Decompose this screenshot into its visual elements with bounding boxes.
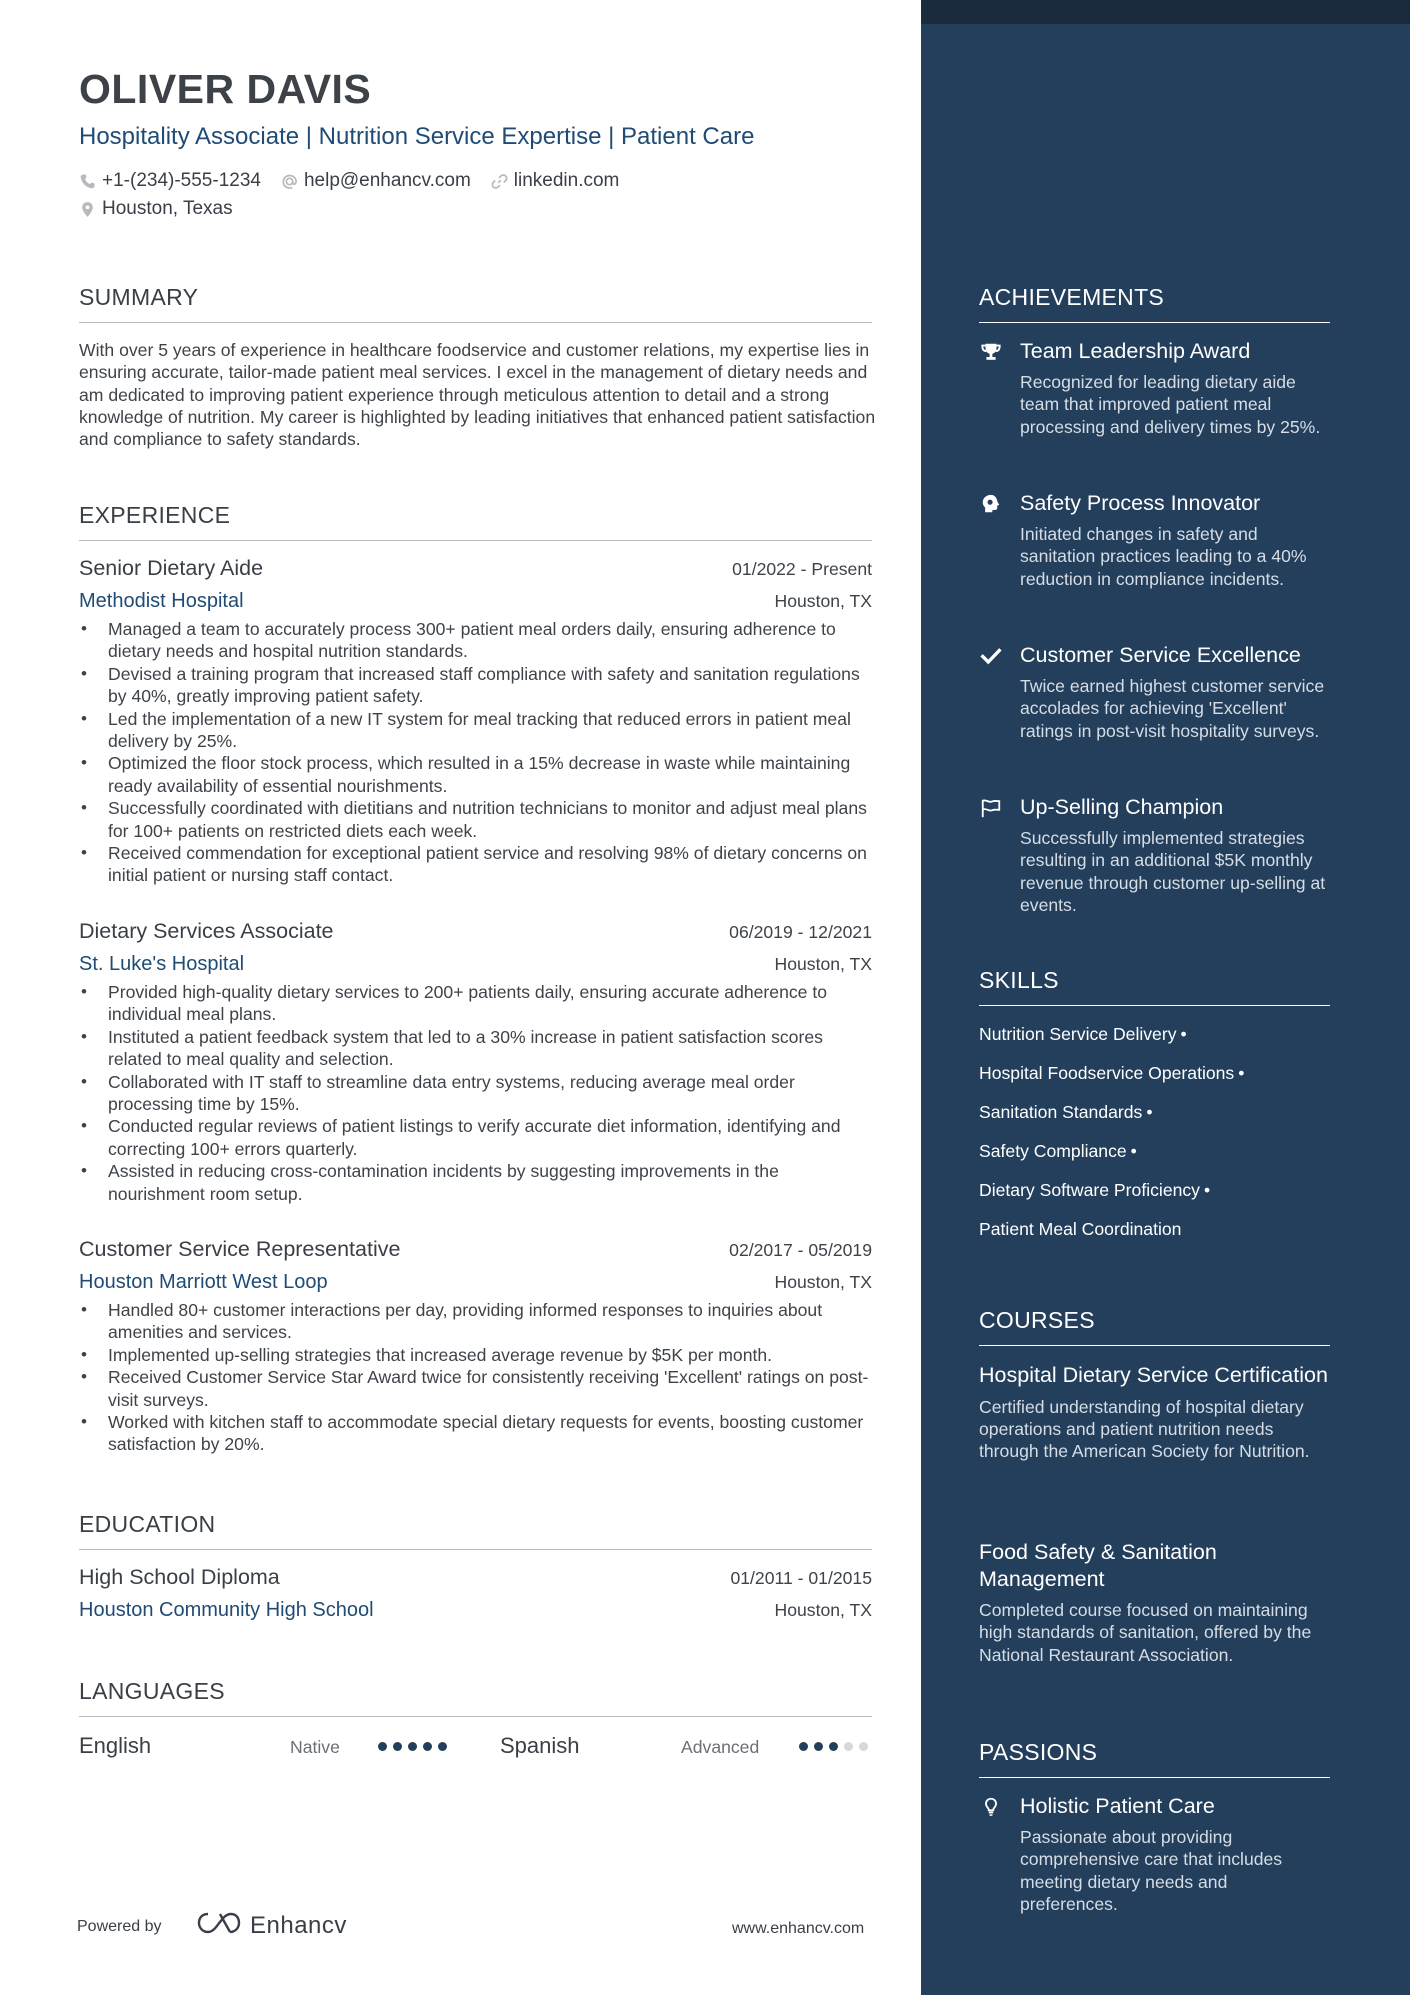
- skill-label: Sanitation Standards: [979, 1102, 1143, 1122]
- headline: Hospitality Associate | Nutrition Service Expertise | Patient Care: [79, 123, 755, 150]
- languages-list: [79, 1733, 872, 1763]
- passions-heading: PASSIONS: [979, 1739, 1330, 1778]
- contact-row: [79, 170, 619, 192]
- summary-text: With over 5 years of experience in healthcare foodservice and customer relations, my expertise lies in ensuring accurate, tailor-made patient meal services. I excel in the management of dietary needs and am dedicated to improving patient experience through meticulous attention to detail and a strong knowledge of nutrition. My career is highlighted by leading initiatives that enhanced patient satisfaction and compliance to safety standards.: [79, 340, 876, 450]
- phone-icon: [79, 173, 96, 190]
- job-bullets: [79, 981, 872, 1205]
- job-bullet: • Devised a training program that increased staff compliance with safety and sanitation regulations by 40%, greatly improving patient safety.: [79, 663, 872, 708]
- passion-title: Holistic Patient Care: [1020, 1794, 1215, 1818]
- skill-item: [979, 1100, 1330, 1139]
- job-bullets: [79, 1299, 872, 1456]
- skills-heading: SKILLS: [979, 967, 1330, 1006]
- job-entry: [79, 1237, 872, 1456]
- skills-list: [979, 1022, 1330, 1256]
- education-date: 01/2011 - 01/2015: [730, 1568, 872, 1588]
- skill-label: Dietary Software Proficiency: [979, 1180, 1200, 1200]
- job-bullet: • Provided high-quality dietary services to 200+ patients daily, ensuring accurate adherence to individual meal plans.: [79, 981, 872, 1026]
- course-desc: Certified understanding of hospital dietary operations and patient nutrition needs through the American Society for Nutrition.: [979, 1396, 1310, 1462]
- education-school: Houston Community High School: [79, 1599, 374, 1621]
- rating-dot-filled: [378, 1742, 387, 1751]
- rating-dot-filled: [423, 1742, 432, 1751]
- skill-separator: •: [1180, 1024, 1187, 1044]
- job-bullet: • Instituted a patient feedback system that led to a 30% increase in patient satisfaction scores related to meal quality and selection.: [79, 1026, 872, 1071]
- brain-icon: [979, 492, 1003, 516]
- trophy-icon: [979, 340, 1003, 364]
- job-entry: [79, 556, 872, 887]
- skill-label: Safety Compliance: [979, 1141, 1127, 1161]
- summary-heading: SUMMARY: [79, 284, 872, 323]
- language-name: English: [79, 1733, 152, 1758]
- email-item: [281, 170, 471, 192]
- language-rating: [378, 1742, 447, 1751]
- achievement-title: Customer Service Excellence: [1020, 643, 1301, 667]
- achievement-title: Up-Selling Champion: [1020, 795, 1224, 819]
- skill-item: [979, 1061, 1330, 1100]
- rating-dot-filled: [829, 1742, 838, 1751]
- lightbulb-icon: [979, 1795, 1003, 1819]
- achievement-desc: Successfully implemented strategies resulting in an additional $5K monthly revenue through customer up-selling at events.: [1020, 828, 1326, 916]
- job-bullet: • Received commendation for exceptional patient service and resolving 98% of dietary concerns on initial patient or nursing staff contact.: [79, 842, 872, 887]
- job-company: Methodist Hospital: [79, 590, 244, 612]
- courses-heading: COURSES: [979, 1307, 1330, 1346]
- phone-text[interactable]: +1-(234)-555-1234: [102, 170, 261, 191]
- job-bullet: • Optimized the floor stock process, which resulted in a 15% decrease in waste while maintaining ready availability of essential nourishments.: [79, 752, 872, 797]
- rating-dot-filled: [393, 1742, 402, 1751]
- check-icon: [979, 644, 1003, 668]
- flag-icon: [979, 796, 1003, 820]
- powered-by-label: Powered by: [77, 1918, 162, 1935]
- job-bullet: • Led the implementation of a new IT system for meal tracking that reduced errors in patient meal delivery by 25%.: [79, 708, 872, 753]
- languages-heading: LANGUAGES: [79, 1678, 872, 1717]
- footer-url[interactable]: www.enhancv.com: [732, 1920, 865, 1937]
- skill-separator: •: [1238, 1063, 1245, 1083]
- language-level: Advanced: [681, 1737, 760, 1757]
- rating-dot-filled: [438, 1742, 447, 1751]
- location-row: [79, 198, 233, 220]
- job-location: Houston, TX: [774, 591, 872, 611]
- sidebar-top-bar: [921, 0, 1410, 24]
- rating-dot-filled: [408, 1742, 417, 1751]
- course-title: Food Safety & Sanitation Management: [979, 1540, 1217, 1591]
- job-bullet: • Managed a team to accurately process 300+ patient meal orders daily, ensuring adherence to dietary needs and hospital nutrition standards.: [79, 618, 872, 663]
- job-bullet: • Assisted in reducing cross-contamination incidents by suggesting improvements in the nourishment room setup.: [79, 1160, 872, 1205]
- location-text: Houston, Texas: [102, 198, 233, 219]
- course-title: Hospital Dietary Service Certification: [979, 1363, 1328, 1387]
- achievement-item: [979, 643, 1330, 742]
- job-company: Houston Marriott West Loop: [79, 1271, 328, 1293]
- experience-heading: EXPERIENCE: [79, 502, 872, 541]
- passion-desc: Passionate about providing comprehensive care that includes meeting dietary needs and preferences.: [1020, 1827, 1283, 1915]
- job-date: 01/2022 - Present: [732, 559, 872, 579]
- rating-dot-filled: [799, 1742, 808, 1751]
- skill-separator: •: [1130, 1141, 1137, 1161]
- achievements-heading: ACHIEVEMENTS: [979, 284, 1330, 323]
- job-date: 02/2017 - 05/2019: [729, 1240, 872, 1260]
- job-bullet: • Implemented up-selling strategies that increased average revenue by $5K per month.: [79, 1344, 872, 1366]
- phone-item: [79, 170, 261, 192]
- job-title: Senior Dietary Aide: [79, 556, 264, 580]
- skill-separator: •: [1203, 1180, 1211, 1200]
- achievement-item: [979, 339, 1330, 438]
- education-heading: EDUCATION: [79, 1511, 872, 1550]
- job-bullet: • Handled 80+ customer interactions per day, providing informed responses to inquiries about amenities and services.: [79, 1299, 872, 1344]
- job-title: Customer Service Representative: [79, 1237, 401, 1261]
- sidebar-column: [921, 0, 1410, 1995]
- language-name: Spanish: [500, 1733, 580, 1758]
- linkedin-text[interactable]: linkedin.com: [513, 170, 620, 191]
- achievement-desc: Twice earned highest customer service accolades for achieving 'Excellent' ratings in post-visit hospitality surveys.: [1020, 676, 1325, 741]
- skill-label: Patient Meal Coordination: [979, 1219, 1182, 1239]
- achievement-desc: Initiated changes in safety and sanitation practices leading to a 40% reduction in compliance incidents.: [1020, 524, 1307, 589]
- language-level: Native: [290, 1737, 340, 1757]
- job-bullet: • Worked with kitchen staff to accommodate special dietary requests for events, boosting customer satisfaction by 20%.: [79, 1411, 872, 1456]
- skill-separator: •: [1146, 1102, 1153, 1122]
- course-desc: Completed course focused on maintaining high standards of sanitation, offered by the National Restaurant Association.: [979, 1600, 1312, 1665]
- location-pin-icon: [79, 201, 96, 218]
- skill-label: Nutrition Service Delivery: [979, 1024, 1177, 1044]
- job-title: Dietary Services Associate: [79, 919, 334, 943]
- achievement-title: Team Leadership Award: [1020, 339, 1251, 363]
- achievement-desc: Recognized for leading dietary aide team that improved patient meal processing and delivery times by 25%.: [1020, 372, 1321, 437]
- rating-dot-empty: [859, 1742, 868, 1751]
- skill-item: [979, 1178, 1330, 1217]
- job-bullet: • Successfully coordinated with dietitians and nutrition technicians to monitor and adjust meal plans for 100+ patients on restricted diets each week.: [79, 797, 872, 842]
- rating-dot-empty: [844, 1742, 853, 1751]
- job-location: Houston, TX: [774, 954, 872, 974]
- achievement-item: [979, 795, 1330, 917]
- course-item: [979, 1539, 1330, 1666]
- candidate-name: OLIVER DAVIS: [79, 66, 372, 112]
- enhancv-logo[interactable]: [196, 1910, 347, 1941]
- job-company: St. Luke's Hospital: [79, 953, 245, 975]
- skill-item: [979, 1217, 1330, 1256]
- course-item: [979, 1362, 1330, 1463]
- job-bullet: • Collaborated with IT staff to streamline data entry systems, reducing average meal order processing time by 15%.: [79, 1071, 872, 1116]
- email-text[interactable]: help@enhancv.com: [303, 170, 471, 191]
- skill-label: Hospital Foodservice Operations: [979, 1063, 1235, 1083]
- achievement-item: [979, 491, 1330, 590]
- skill-item: [979, 1022, 1330, 1061]
- job-bullet: • Received Customer Service Star Award twice for consistently receiving 'Excellent' ratings on post-visit surveys.: [79, 1366, 872, 1411]
- education-location: Houston, TX: [774, 1600, 872, 1620]
- linkedin-item: [491, 170, 620, 192]
- education-entry: [79, 1565, 872, 1622]
- education-degree: High School Diploma: [79, 1565, 280, 1589]
- link-icon: [491, 173, 508, 190]
- at-icon: [281, 173, 298, 190]
- language-rating: [799, 1742, 868, 1751]
- job-date: 06/2019 - 12/2021: [729, 922, 872, 942]
- achievement-title: Safety Process Innovator: [1020, 491, 1261, 515]
- rating-dot-filled: [814, 1742, 823, 1751]
- job-bullets: [79, 618, 872, 887]
- location-item: [79, 198, 233, 220]
- skill-item: [979, 1139, 1330, 1178]
- enhancv-logo-icon: [196, 1910, 242, 1941]
- job-location: Houston, TX: [774, 1272, 872, 1292]
- job-entry: [79, 919, 872, 1205]
- enhancv-brand: Enhancv: [250, 1911, 347, 1939]
- job-bullet: • Conducted regular reviews of patient listings to verify accurate diet information, identifying and correcting 100+ errors quarterly.: [79, 1115, 872, 1160]
- passion-item: [979, 1794, 1330, 1916]
